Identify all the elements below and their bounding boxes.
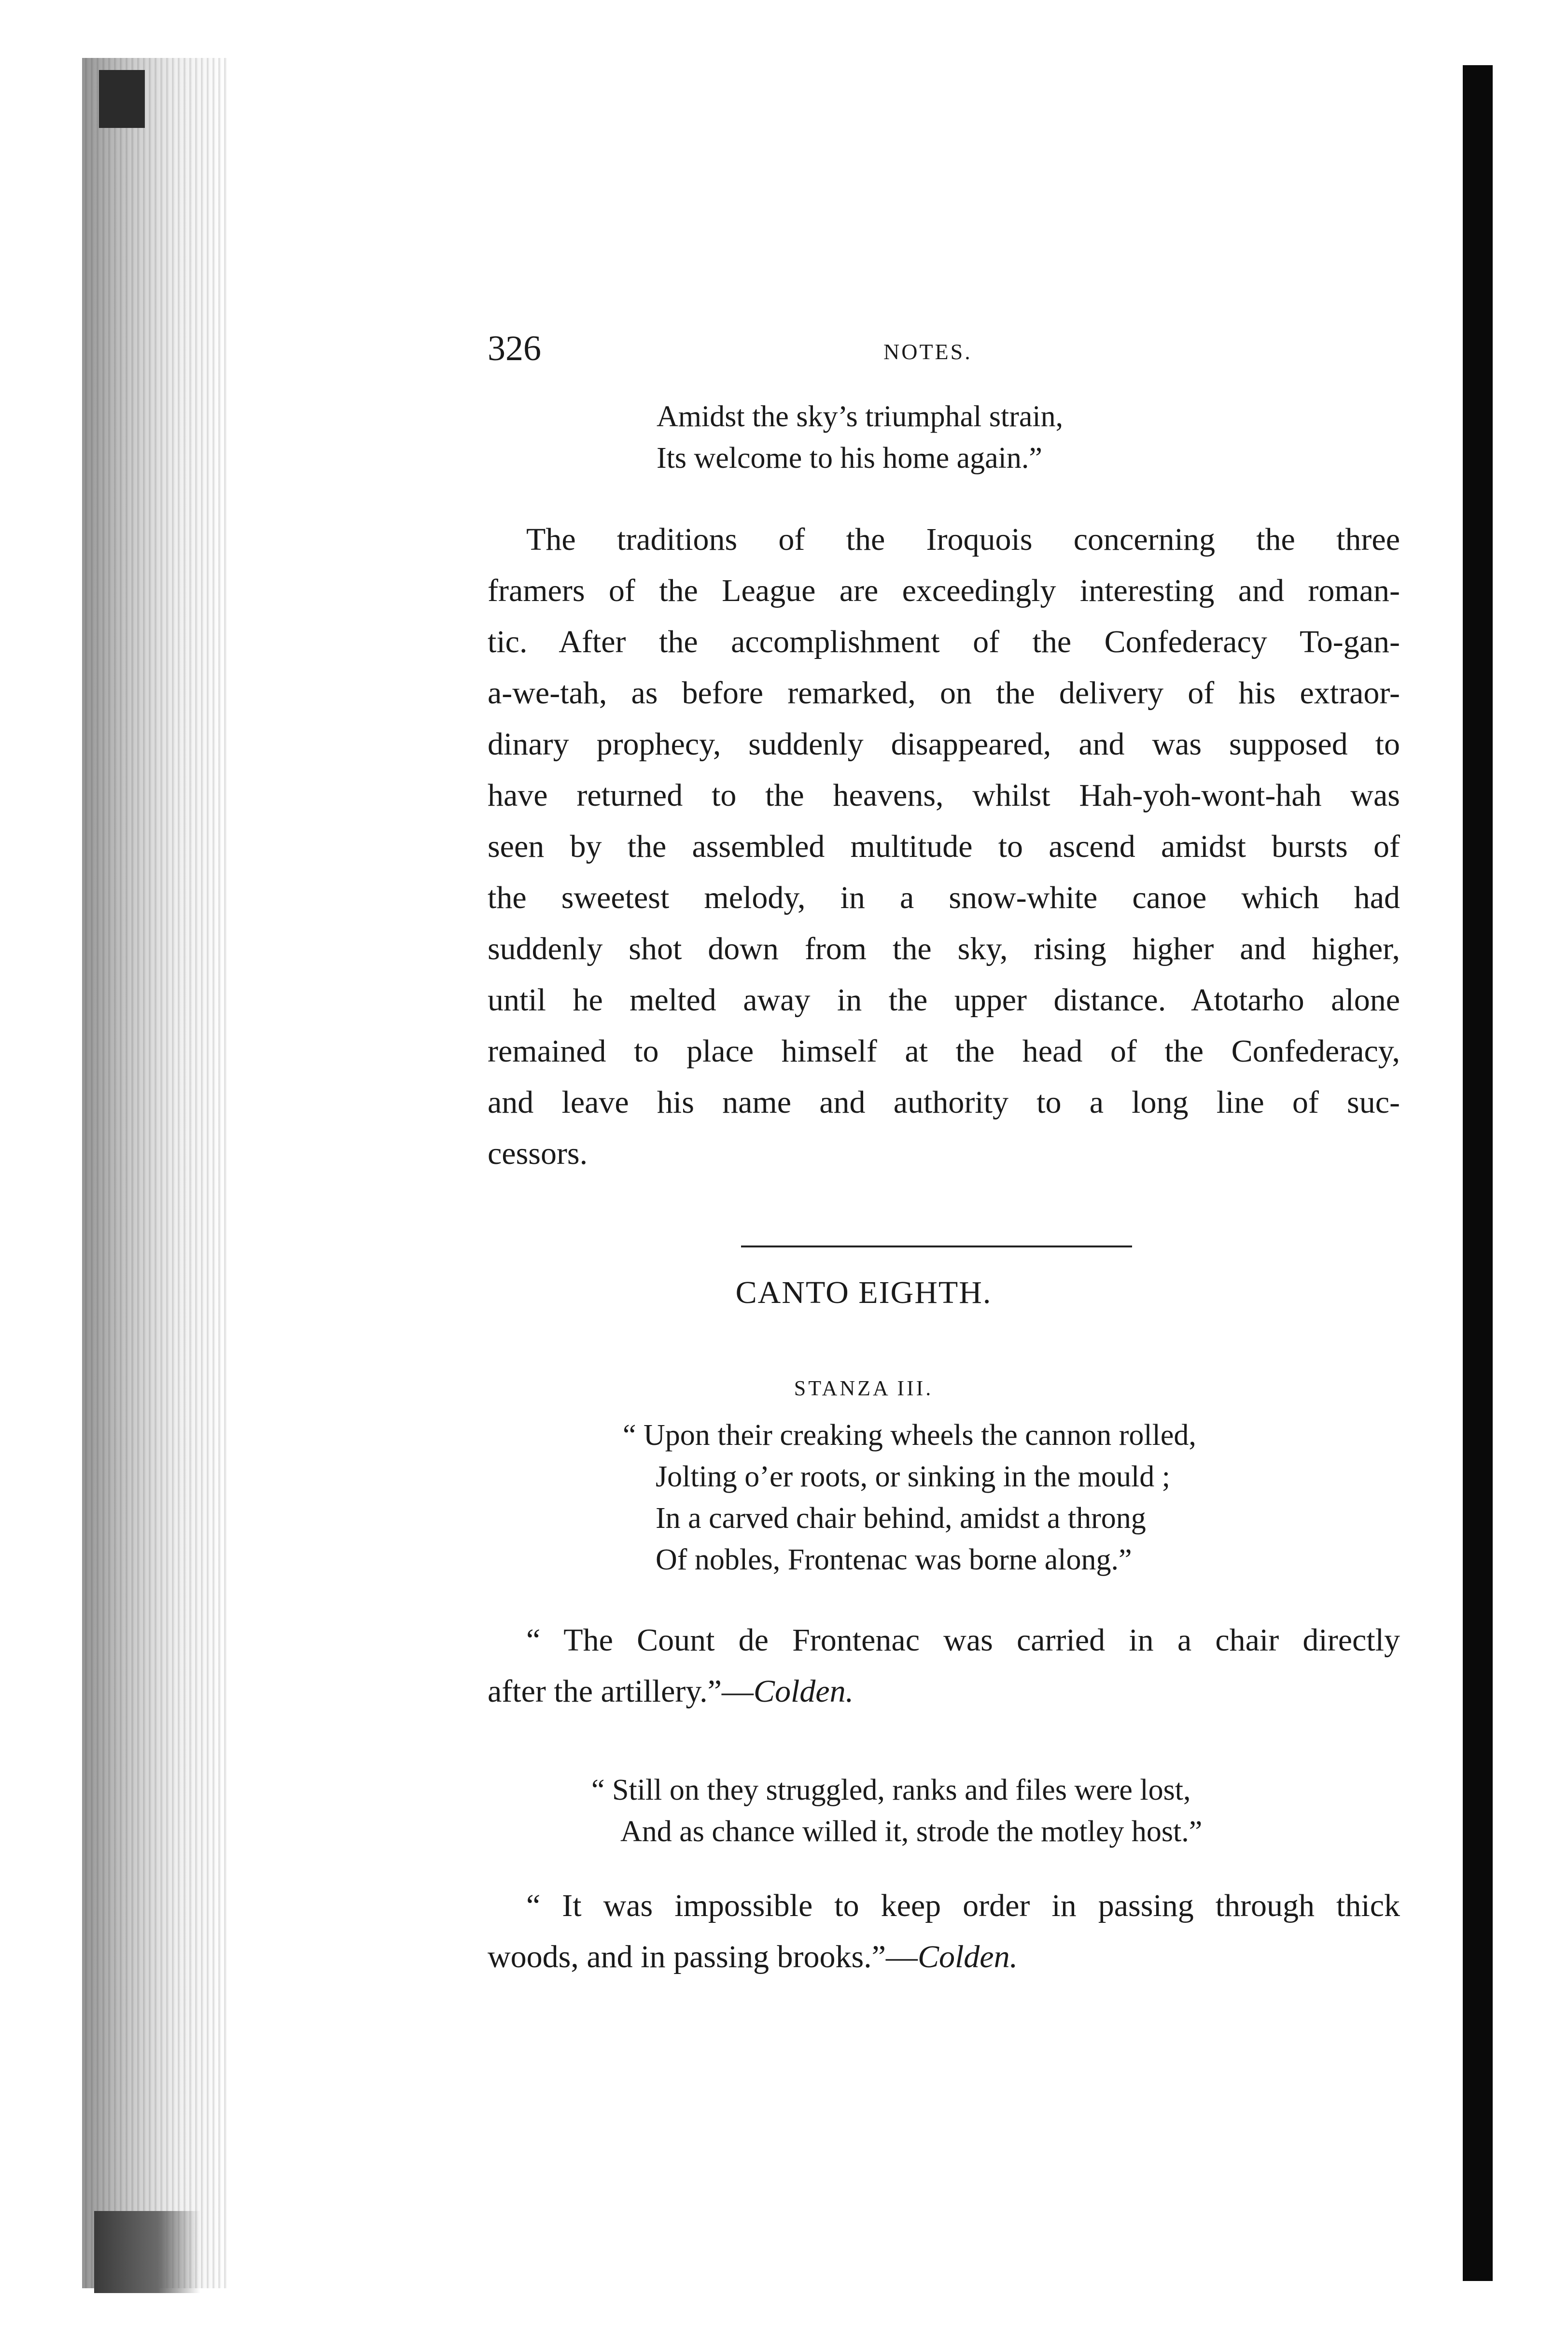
paragraph-line: have returned to the heavens, whilst Hah-yoh-wont-hah was: [488, 778, 1400, 813]
paragraph-line: [488, 1931, 1400, 1983]
page-header: [488, 328, 1400, 377]
paragraph-line: “ It was impossible to keep order in passing through thick: [526, 1888, 1400, 1923]
quote-text: woods, and in passing brooks.”—: [488, 1939, 918, 1974]
paragraph-frontenac-chair: [488, 1615, 1400, 1717]
verse-quote-2: [623, 1414, 1196, 1581]
verse-quote-3: [591, 1769, 1202, 1852]
running-head: NOTES.: [883, 339, 972, 364]
paragraph-line: cessors.: [488, 1136, 588, 1171]
quote-source: Colden.: [753, 1674, 854, 1709]
verse-line: Of nobles, Frontenac was borne along.”: [656, 1543, 1132, 1576]
paragraph-line: tic. After the accomplishment of the Confederacy To-gan-: [488, 624, 1400, 659]
paragraph-line: and leave his name and authority to a long line of suc-: [488, 1085, 1400, 1120]
quote-text: after the artillery.”—: [488, 1674, 754, 1709]
paragraph-line: The traditions of the Iroquois concerning the three: [526, 522, 1400, 557]
paragraph-line: seen by the assembled multitude to ascend amidst bursts of: [488, 829, 1400, 864]
stanza-label: [0, 1376, 1568, 1400]
paragraph-line: dinary prophecy, suddenly disappeared, and was supposed to: [488, 727, 1400, 762]
page-number: 326: [488, 329, 541, 368]
stanza-label-text: STANZA III.: [794, 1376, 934, 1400]
paragraph-line: remained to place himself at the head of the Confederacy,: [488, 1034, 1400, 1069]
verse-line: “ Upon their creaking wheels the cannon rolled,: [623, 1419, 1196, 1452]
verse-line: Amidst the sky’s triumphal strain,: [657, 400, 1064, 433]
quote-source: Colden.: [917, 1939, 1018, 1974]
paragraph-line: “ The Count de Frontenac was carried in a chair directly: [526, 1623, 1400, 1658]
verse-line: Jolting o’er roots, or sinking in the mould ;: [656, 1460, 1170, 1493]
verse-line: Its welcome to his home again.”: [657, 442, 1042, 475]
canto-heading: [0, 1274, 1568, 1311]
verse-quote-1: [657, 396, 1063, 479]
paragraph-line: a-we-tah, as before remarked, on the delivery of his extraor-: [488, 675, 1400, 711]
verse-line: In a carved chair behind, amidst a throng: [656, 1502, 1146, 1535]
paragraph-line: suddenly shot down from the sky, rising higher and higher,: [488, 931, 1400, 966]
paragraph-line: the sweetest melody, in a snow-white canoe which had: [488, 880, 1400, 915]
paragraph-thick-woods: [488, 1880, 1400, 1983]
paragraph-iroquois-traditions: [488, 514, 1400, 1179]
canto-heading-text: CANTO EIGHTH.: [735, 1275, 992, 1310]
paragraph-line: until he melted away in the upper distance. Atotarho alone: [488, 982, 1400, 1018]
verse-line: And as chance willed it, strode the motley host.”: [620, 1815, 1203, 1848]
paragraph-line: [488, 1666, 1400, 1717]
paragraph-line: framers of the League are exceedingly interesting and roman-: [488, 573, 1400, 608]
section-divider: [741, 1245, 1132, 1247]
verse-line: “ Still on they struggled, ranks and files were lost,: [591, 1774, 1191, 1806]
